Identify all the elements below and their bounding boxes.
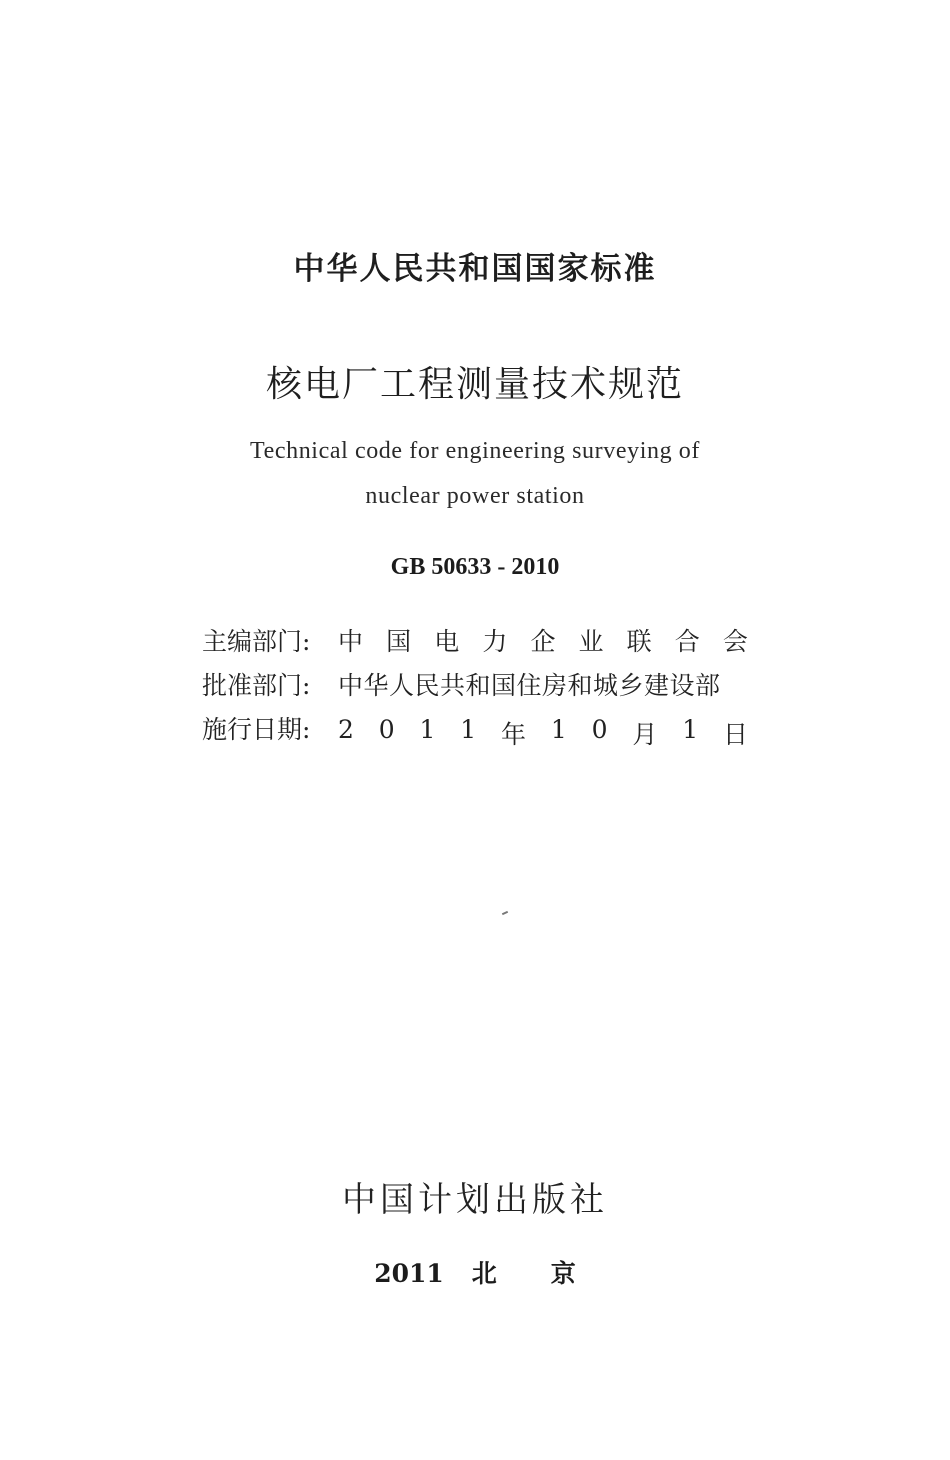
editor-char: 企 (530, 627, 556, 656)
title-english-line1: Technical code for engineering surveying of (250, 438, 700, 464)
imprint-city-char: 北 (471, 1259, 497, 1288)
imprint-city-char: 京 (550, 1259, 576, 1288)
standard-heading: 中华人民共和国国家标准 (293, 251, 657, 287)
info-block (202, 622, 762, 754)
publisher-name: 中国计划出版社 (342, 1180, 608, 1220)
date-char: 月 (632, 720, 658, 749)
scan-speck (502, 911, 508, 915)
date-char: 1 (550, 715, 567, 744)
imprint-line (0, 1254, 950, 1290)
date-char: 0 (378, 715, 395, 744)
date-char: 1 (419, 715, 436, 744)
date-char: 0 (591, 715, 608, 744)
editor-value (338, 622, 748, 658)
approver-row (202, 666, 762, 710)
editor-char: 联 (626, 627, 652, 656)
editor-label: 主编部门: (202, 627, 311, 656)
editor-char: 力 (482, 627, 508, 656)
date-char: 年 (501, 720, 527, 749)
standard-code: GB 50633 - 2010 (390, 554, 560, 580)
editor-char: 合 (674, 627, 700, 656)
effective-date-value (338, 715, 748, 751)
editor-char: 中 (338, 627, 364, 656)
editor-char: 业 (578, 627, 604, 656)
date-char: 1 (460, 715, 477, 744)
effective-date-row (202, 710, 762, 754)
date-char: 日 (722, 720, 748, 749)
date-char: 1 (682, 715, 699, 744)
editor-char: 电 (434, 627, 460, 656)
date-char: 2 (338, 715, 354, 744)
approver-label: 批准部门: (202, 671, 311, 700)
title-chinese: 核电厂工程测量技术规范 (265, 364, 684, 405)
title-english-line2: nuclear power station (365, 483, 585, 509)
editor-char: 会 (722, 627, 748, 656)
imprint-year: 2011 (374, 1259, 444, 1288)
approver-value: 中华人民共和国住房和城乡建设部 (338, 671, 721, 700)
editor-char: 国 (386, 627, 412, 656)
editor-row (202, 622, 762, 666)
effective-date-label: 施行日期: (202, 715, 311, 744)
